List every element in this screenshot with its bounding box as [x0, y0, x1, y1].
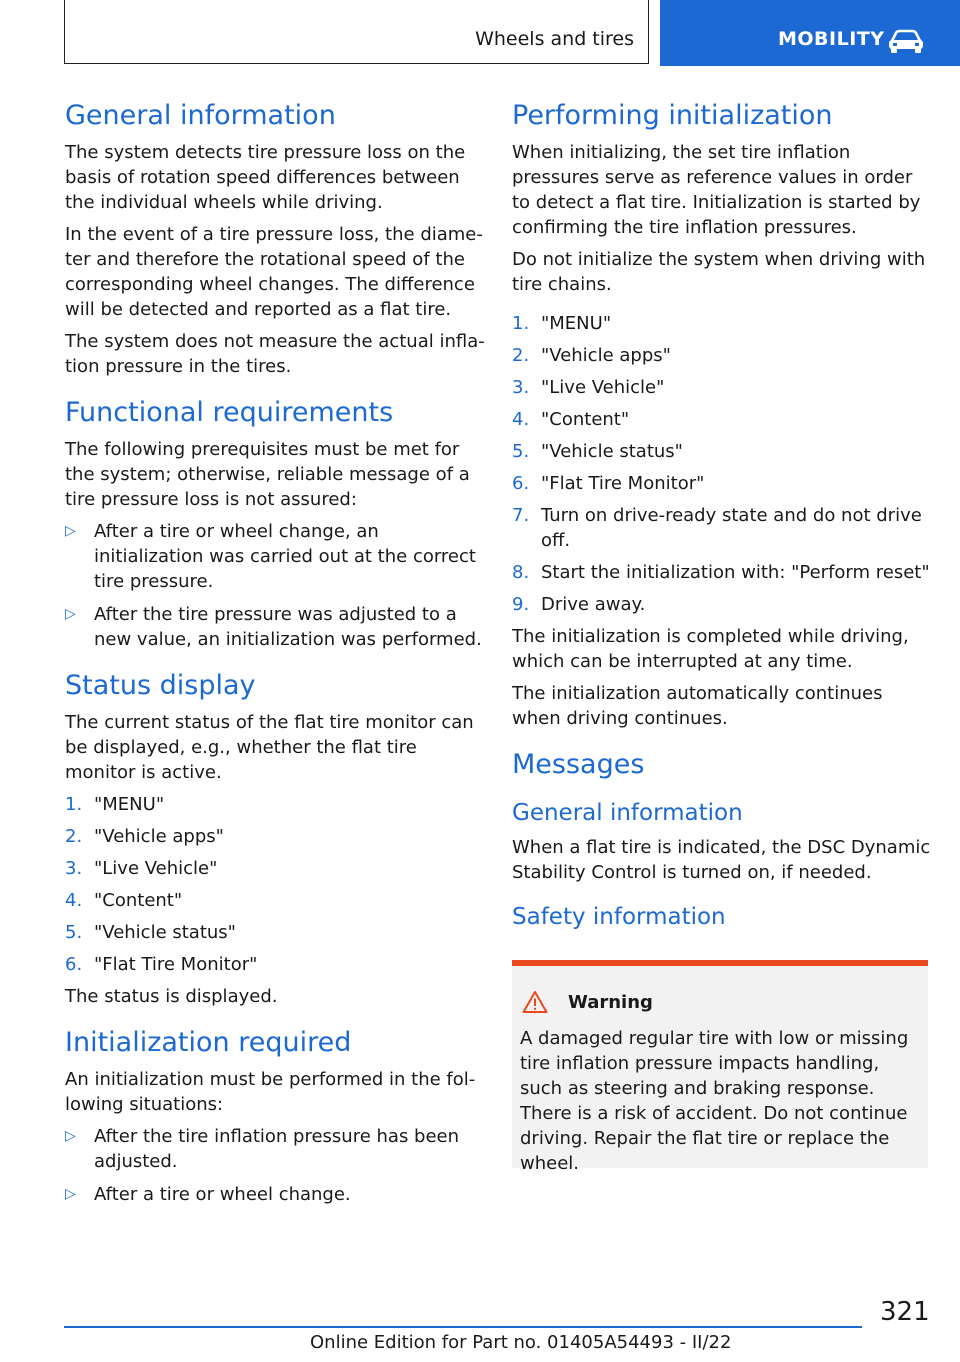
list-item: 2. "Vehicle apps" [512, 345, 671, 366]
section-title: Wheels and tires [475, 28, 634, 50]
list-item: 8. Start the initialization with: "Perform reset" [512, 562, 930, 583]
initialization-bullet-list [65, 1124, 485, 1207]
header-section-box [64, 0, 649, 64]
messages-general-information-heading: General information [512, 800, 743, 826]
warning-title: Warning [568, 992, 653, 1013]
messages-general-text: When a flat tire is indicated, the DSC Dynamic Stability Control is turned on, if needed. [512, 837, 931, 883]
chapter-tab [660, 0, 960, 66]
left-column [65, 98, 485, 1215]
list-item: 9. Drive away. [512, 594, 646, 615]
list-item: ▷ After a tire or wheel change, an initialization was carried out at the correct tire pressure. [65, 521, 476, 592]
triangle-bullet-icon: ▷ [65, 1128, 76, 1144]
safety-information-heading: Safety information [512, 904, 726, 930]
initialization-required-intro: An initialization must be performed in the following situations: [65, 1069, 476, 1115]
performing-paragraph-1: When initializing, the set tire inflation pressures serve as reference values in order to detect a flat tire. Initialization is started by confirming the tire inflation pressures. [512, 142, 921, 238]
list-item: 1. "MENU" [65, 794, 165, 815]
status-intro: The current status of the flat tire monitor can be displayed, e.g., whether the flat tire monitor is active. [65, 712, 474, 783]
list-item: 6. "Flat Tire Monitor" [65, 954, 258, 975]
performing-paragraph-2: Do not initialize the system when driving with tire chains. [512, 249, 926, 295]
general-information-heading: General information [65, 100, 336, 131]
list-item: ▷ After the tire inflation pressure has been adjusted. [65, 1126, 460, 1172]
right-column [512, 98, 932, 939]
performing-initialization-heading: Performing initialization [512, 100, 833, 131]
status-step-list [65, 792, 485, 977]
list-item: 1. "MENU" [512, 313, 612, 334]
warning-box [512, 960, 928, 1174]
list-item: 7. Turn on drive-ready state and do not drive off. [512, 505, 922, 551]
warning-triangle-icon [522, 990, 548, 1014]
messages-heading: Messages [512, 749, 645, 780]
initialization-required-heading: Initialization required [65, 1027, 352, 1058]
list-item: 4. "Content" [65, 890, 183, 911]
page-number: 321 [880, 1297, 930, 1327]
status-display-heading: Status display [65, 670, 256, 701]
list-item: 5. "Vehicle status" [512, 441, 683, 462]
list-item: ▷ After a tire or wheel change. [65, 1184, 351, 1205]
performing-paragraph-4: The initialization automatically continues when driving continues. [512, 683, 883, 729]
triangle-bullet-icon: ▷ [65, 1186, 76, 1202]
general-paragraph-1: The system detects tire pressure loss on the basis of rotation speed differences between the individual wheels while driving. [65, 142, 466, 213]
car-icon [886, 28, 926, 54]
general-paragraph-2: In the event of a tire pressure loss, the diameter and therefore the rotational speed of the corresponding wheel changes. The difference will be detected and reported as a flat tire. [65, 224, 483, 320]
list-item: 2. "Vehicle apps" [65, 826, 224, 847]
warning-text: A damaged regular tire with low or missing tire inflation pressure impacts handling, such as steering and braking response. There is a risk of accident. Do not continue driving. Repair the flat tire or replace the wheel. [520, 1028, 909, 1174]
footer-rule [64, 1326, 862, 1328]
triangle-bullet-icon: ▷ [65, 606, 76, 622]
status-outro: The status is displayed. [65, 986, 278, 1007]
performing-step-list [512, 311, 932, 617]
list-item: 5. "Vehicle status" [65, 922, 236, 943]
functional-requirements-heading: Functional requirements [65, 397, 394, 428]
triangle-bullet-icon: ▷ [65, 523, 76, 539]
list-item: 3. "Live Vehicle" [65, 858, 218, 879]
functional-intro: The following prerequisites must be met for the system; otherwise, reliable message of a tire pressure loss is not assured: [65, 439, 470, 510]
chapter-title: MOBILITY [778, 28, 885, 50]
list-item: 4. "Content" [512, 409, 630, 430]
general-paragraph-3: The system does not measure the actual inflation pressure in the tires. [65, 331, 485, 377]
list-item: 6. "Flat Tire Monitor" [512, 473, 705, 494]
footer-edition-text: Online Edition for Part no. 01405A54493 - II/22 [310, 1332, 732, 1353]
functional-bullet-list [65, 519, 485, 652]
list-item: ▷ After the tire pressure was adjusted to a new value, an initialization was performed. [65, 604, 482, 650]
performing-paragraph-3: The initialization is completed while driving, which can be interrupted at any time. [512, 626, 909, 672]
list-item: 3. "Live Vehicle" [512, 377, 665, 398]
